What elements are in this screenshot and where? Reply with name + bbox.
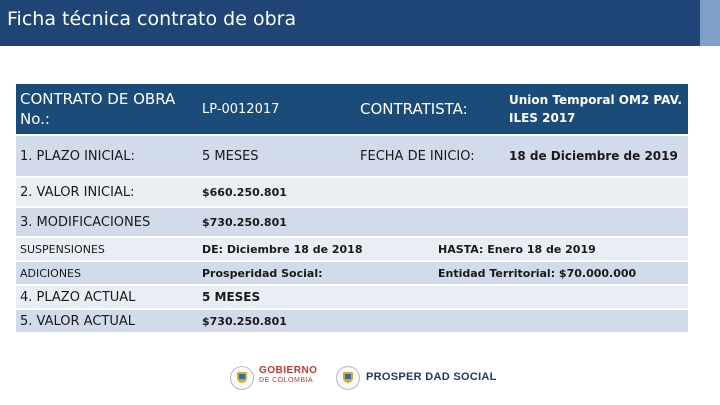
footer-logos bbox=[230, 364, 500, 394]
modificaciones-label: 3. MODIFICACIONES bbox=[20, 214, 151, 230]
table-row bbox=[16, 310, 688, 332]
contractor-label: CONTRATISTA: bbox=[360, 100, 468, 118]
contract-label: CONTRATO DE OBRA No.: bbox=[20, 90, 176, 128]
table-row bbox=[16, 262, 688, 284]
suspension-to: HASTA: Enero 18 de 2019 bbox=[438, 242, 596, 256]
fecha-inicio-label: FECHA DE INICIO: bbox=[360, 148, 475, 164]
contract-number: LP-0012017 bbox=[202, 101, 280, 117]
plazo-actual-label: 4. PLAZO ACTUAL bbox=[20, 289, 136, 305]
suspensiones-label: SUSPENSIONES bbox=[20, 242, 105, 256]
prosperidad-logo: PROSPER DAD SOCIAL bbox=[366, 371, 497, 383]
adicion-prosperidad: Prosperidad Social: bbox=[202, 266, 323, 280]
valor-inicial-value: $660.250.801 bbox=[202, 185, 287, 199]
table-row bbox=[16, 286, 688, 308]
prosperidad-shield-icon bbox=[336, 366, 360, 390]
suspension-from: DE: Diciembre 18 de 2018 bbox=[202, 242, 363, 256]
title-bar bbox=[0, 0, 720, 46]
colombia-shield-icon bbox=[230, 366, 254, 390]
table-row bbox=[16, 238, 688, 260]
adicion-territorial: Entidad Territorial: $70.000.000 bbox=[438, 266, 637, 280]
plazo-actual-value: 5 MESES bbox=[202, 290, 261, 304]
modificaciones-value: $730.250.801 bbox=[202, 215, 287, 229]
plazo-inicial-value: 5 MESES bbox=[202, 148, 259, 164]
title-bar-accent bbox=[700, 0, 720, 46]
table-row bbox=[16, 136, 688, 176]
gobierno-line1: GOBIERNO bbox=[259, 365, 318, 376]
table-header-row bbox=[16, 84, 688, 134]
gobierno-line2: DE COLOMBIA bbox=[259, 377, 314, 384]
adiciones-label: ADICIONES bbox=[20, 266, 81, 280]
table-row bbox=[16, 208, 688, 236]
gobierno-logo bbox=[259, 366, 317, 385]
plazo-inicial-label: 1. PLAZO INICIAL: bbox=[20, 148, 135, 164]
valor-actual-label: 5. VALOR ACTUAL bbox=[20, 313, 136, 329]
valor-inicial-label: 2. VALOR INICIAL: bbox=[20, 184, 135, 200]
table-row bbox=[16, 178, 688, 206]
page-title: Ficha técnica contrato de obra bbox=[7, 8, 297, 30]
fecha-inicio-value: 18 de Diciembre de 2019 bbox=[509, 149, 678, 163]
valor-actual-value: $730.250.801 bbox=[202, 314, 287, 328]
contractor-name: Union Temporal OM2 PAV. ILES 2017 bbox=[509, 93, 682, 125]
